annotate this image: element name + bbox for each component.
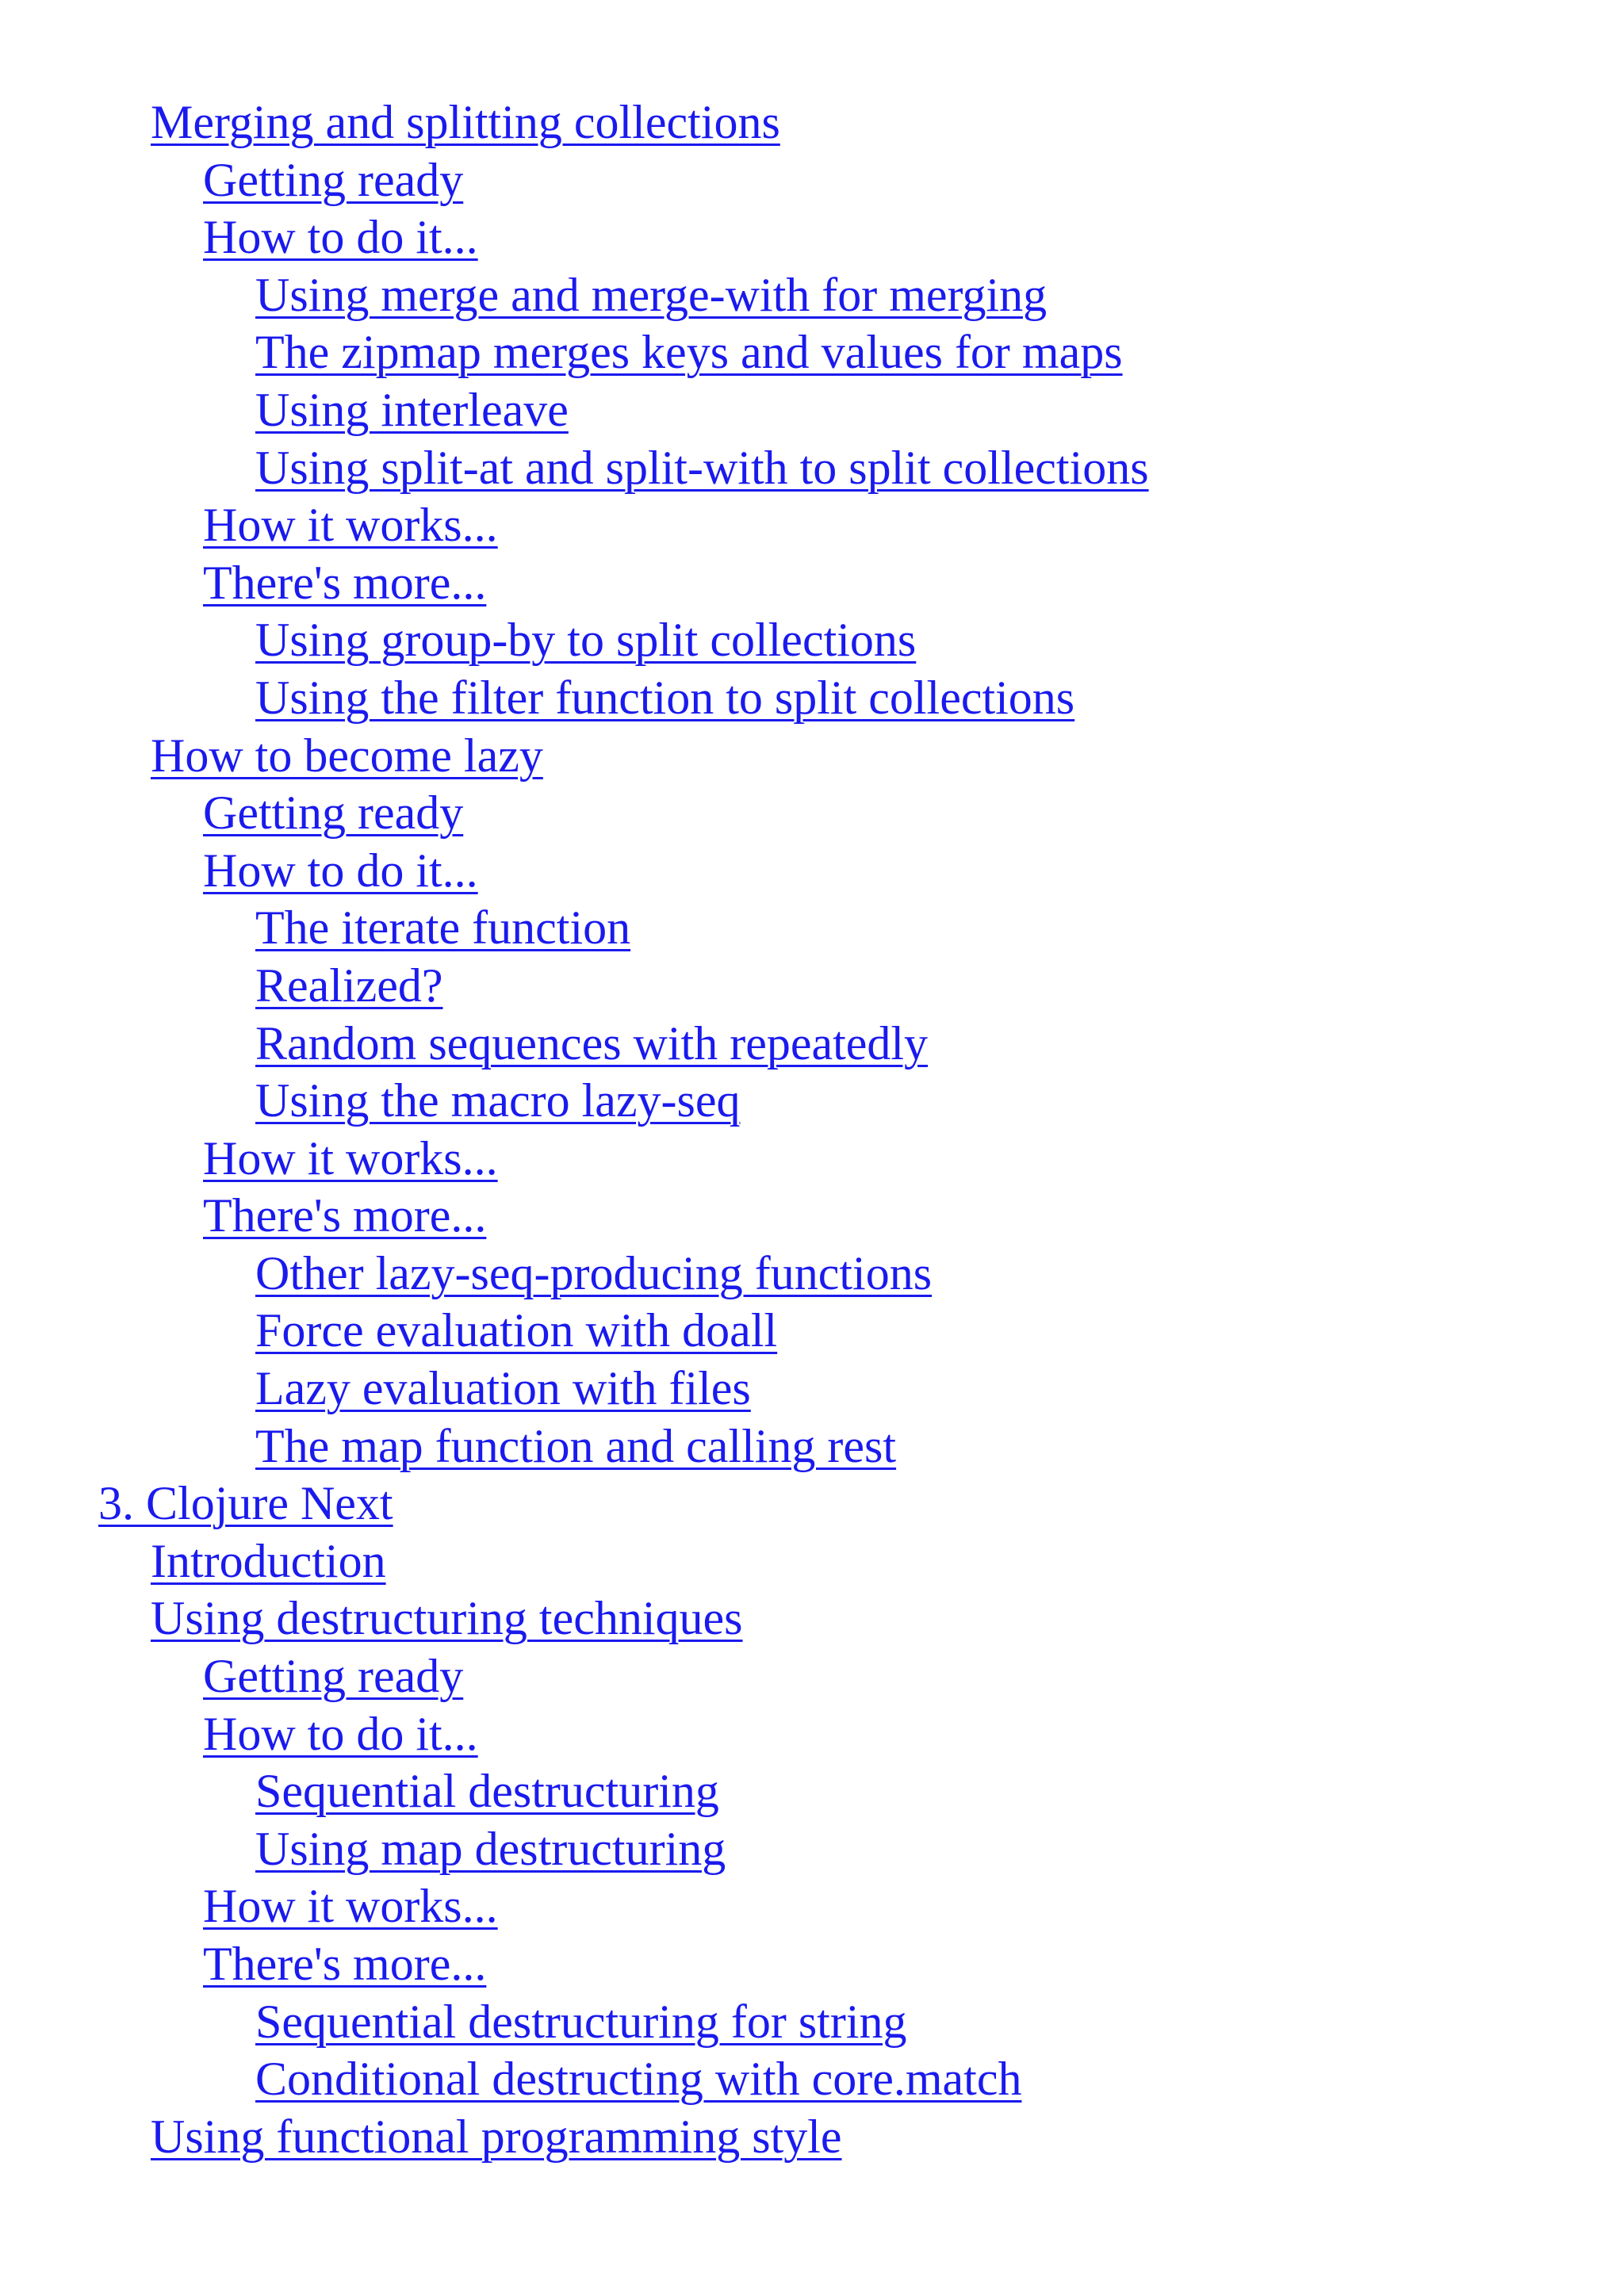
toc-link[interactable]: Introduction: [151, 1534, 386, 1587]
toc-link[interactable]: How to become lazy: [151, 729, 543, 782]
toc-link[interactable]: How to do it...: [203, 844, 478, 897]
toc-link[interactable]: Using map destructuring: [255, 1822, 726, 1875]
toc-entry: [0, 1072, 1624, 1130]
toc-link[interactable]: 3. Clojure Next: [98, 1477, 393, 1530]
toc-entry: [0, 669, 1624, 727]
toc-link[interactable]: How it works...: [203, 1131, 498, 1184]
toc-entry: [0, 1647, 1624, 1705]
toc-entry: [0, 1418, 1624, 1475]
toc-entry: [0, 323, 1624, 381]
toc-entry: [0, 611, 1624, 669]
toc-entry: [0, 1533, 1624, 1590]
toc-entry: [0, 496, 1624, 554]
toc-entry: [0, 439, 1624, 497]
toc-link[interactable]: How to do it...: [203, 1707, 478, 1760]
toc-entry: [0, 2050, 1624, 2108]
toc-entry: [0, 784, 1624, 842]
toc-entry: [0, 957, 1624, 1015]
toc-link[interactable]: Using group-by to split collections: [255, 614, 917, 667]
toc-entry: [0, 266, 1624, 324]
toc-entry: [0, 1302, 1624, 1360]
toc-entry: [0, 842, 1624, 900]
toc-link[interactable]: Sequential destructuring for string: [255, 1995, 907, 2048]
toc-entry: [0, 1762, 1624, 1820]
toc-entry: [0, 1993, 1624, 2051]
toc-entry: [0, 1820, 1624, 1878]
toc-link[interactable]: Realized?: [255, 959, 443, 1012]
toc-link[interactable]: There's more...: [203, 556, 487, 609]
toc-link[interactable]: Merging and splitting collections: [151, 96, 780, 148]
toc-link[interactable]: Random sequences with repeatedly: [255, 1016, 929, 1070]
toc-entry: [0, 554, 1624, 612]
toc-link[interactable]: How it works...: [203, 499, 498, 552]
toc-entry: [0, 1705, 1624, 1763]
toc-entry: [0, 1360, 1624, 1418]
toc-entry: [0, 151, 1624, 209]
toc-entry: [0, 1130, 1624, 1188]
toc-link[interactable]: Force evaluation with doall: [255, 1304, 778, 1357]
toc-entry: [0, 727, 1624, 785]
toc-link[interactable]: Using functional programming style: [151, 2110, 842, 2163]
toc-link[interactable]: There's more...: [203, 1189, 487, 1242]
toc-link[interactable]: The zipmap merges keys and values for maps: [255, 326, 1123, 379]
toc-entry: [0, 94, 1624, 151]
toc-link[interactable]: Using merge and merge-with for merging: [255, 268, 1048, 321]
toc-entry: [0, 1015, 1624, 1073]
toc-link[interactable]: The map function and calling rest: [255, 1419, 897, 1472]
toc-link[interactable]: Getting ready: [203, 786, 464, 840]
toc-entry: [0, 1187, 1624, 1245]
toc-entry: [0, 1590, 1624, 1647]
toc-entry: [0, 2108, 1624, 2166]
toc-link[interactable]: Using the filter function to split collections: [255, 671, 1075, 724]
toc-link[interactable]: The iterate function: [255, 901, 631, 955]
toc-entry: [0, 381, 1624, 439]
toc-entry: [0, 1935, 1624, 1993]
toc-entry: [0, 1877, 1624, 1935]
toc-entry: [0, 209, 1624, 266]
toc-entry: [0, 899, 1624, 957]
toc-link[interactable]: Getting ready: [203, 153, 464, 206]
toc-entry: [0, 1475, 1624, 1533]
toc-link[interactable]: Getting ready: [203, 1650, 464, 1703]
toc-link[interactable]: Sequential destructuring: [255, 1765, 719, 1818]
toc-link[interactable]: There's more...: [203, 1938, 487, 1990]
toc-entry: [0, 1245, 1624, 1303]
toc-link[interactable]: Conditional destructing with core.match: [255, 2053, 1022, 2106]
toc-link[interactable]: How it works...: [203, 1880, 498, 1933]
table-of-contents: [0, 94, 1624, 2165]
toc-link[interactable]: Using split-at and split-with to split collections: [255, 441, 1149, 494]
toc-link[interactable]: How to do it...: [203, 211, 478, 264]
toc-link[interactable]: Using interleave: [255, 383, 569, 436]
toc-link[interactable]: Other lazy-seq-producing functions: [255, 1246, 933, 1299]
toc-link[interactable]: Using the macro lazy-seq: [255, 1074, 741, 1127]
toc-link[interactable]: Using destructuring techniques: [151, 1592, 743, 1645]
toc-link[interactable]: Lazy evaluation with files: [255, 1362, 751, 1415]
